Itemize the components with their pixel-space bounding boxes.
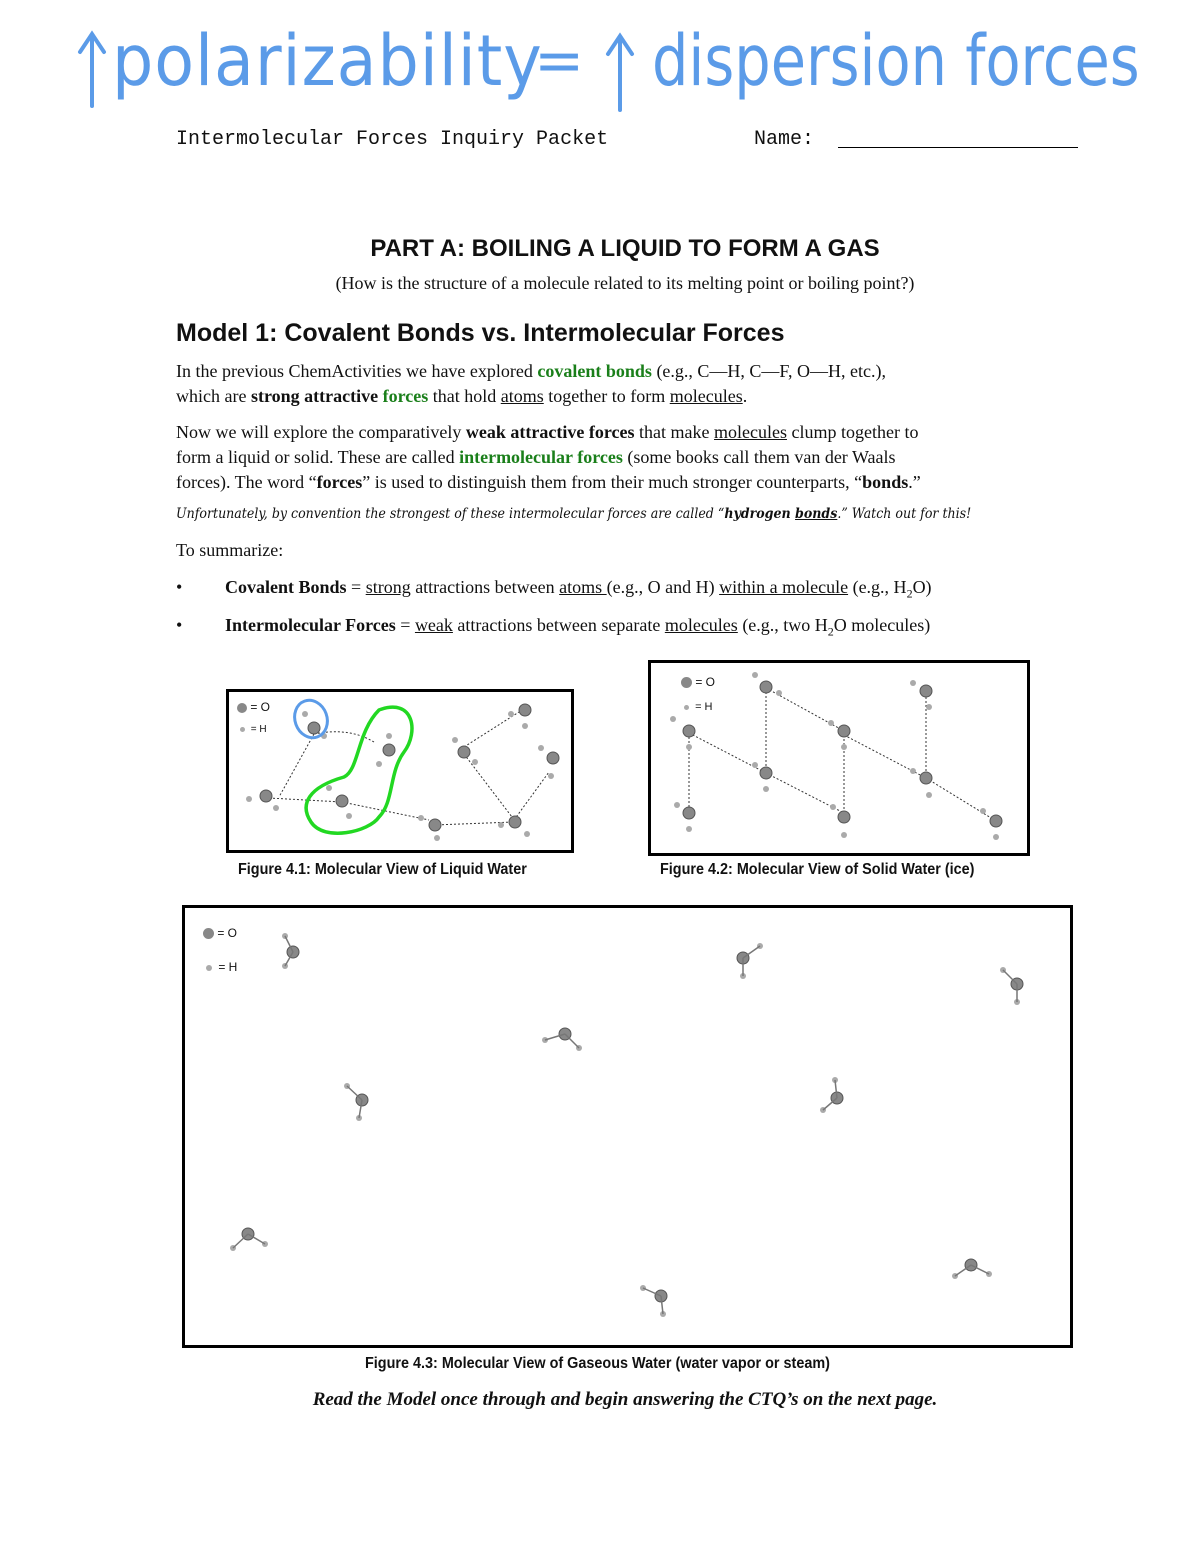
paragraph-2: Now we will explore the comparatively weak attractive forces that make molecules clump together to form a liquid or solid. These are called intermolecular forces (some books call them van der Waals forces). The word “forces” is used to distinguish them from their much stronger counterparts, “bonds.”	[176, 422, 921, 492]
ice-lattice-diagram	[651, 663, 1027, 853]
figure-4-1-caption: Figure 4.1: Molecular View of Liquid Water	[238, 861, 527, 878]
figure-4-2-caption: Figure 4.2: Molecular View of Solid Water (ice)	[660, 861, 975, 878]
bullet-covalent-bonds: • Covalent Bonds = strong attractions between atoms (e.g., O and H) within a molecule (e.g., $H_2O$)	[176, 577, 932, 601]
legend-hydrogen-ice: = H	[681, 701, 713, 713]
legend-hydrogen: = H	[237, 724, 267, 735]
hydrogen-bond-note: Unfortunately, by convention the strongest of these intermolecular forces are called “hydrogen bonds.” Watch out for this!	[176, 506, 972, 522]
legend-oxygen-ice: = O	[681, 675, 715, 689]
figure-4-3-caption: Figure 4.3: Molecular View of Gaseous Water (water vapor or steam)	[365, 1355, 830, 1372]
oxygen-atom-icon	[203, 928, 214, 939]
oxygen-atom-icon	[681, 677, 692, 688]
paragraph-1: In the previous ChemActivities we have explored covalent bonds (e.g., C—H, C—F, O—H, etc.), which are strong attractive forces that hold atoms together to form molecules.	[176, 361, 886, 406]
bullet-dot-icon: •	[176, 577, 183, 597]
gas-molecules-diagram	[185, 908, 1070, 1345]
legend-hydrogen-gas: = H	[203, 960, 237, 974]
figure-solid-water	[648, 660, 1030, 856]
name-field[interactable]	[838, 147, 1078, 148]
part-title: PART A: BOILING A LIQUID TO FORM A GAS	[370, 235, 880, 262]
hydrogen-atom-icon	[684, 705, 689, 710]
bullet-dot-icon: •	[176, 615, 183, 635]
handwritten-right: dispersion forces	[652, 20, 1140, 102]
handwritten-equals: =	[534, 26, 585, 96]
figure-liquid-water	[226, 689, 574, 853]
oxygen-atom-icon	[237, 703, 247, 713]
name-label: Name:	[754, 128, 815, 151]
figure-gaseous-water	[182, 905, 1073, 1348]
model-heading: Model 1: Covalent Bonds vs. Intermolecular Forces	[176, 319, 785, 347]
handwritten-note	[72, 18, 1142, 118]
legend-oxygen: = O	[237, 700, 270, 714]
hydrogen-atom-icon	[206, 965, 212, 971]
handwritten-left: polarizability	[112, 20, 543, 102]
liquid-water-diagram	[229, 692, 571, 850]
legend-oxygen-gas: = O	[203, 926, 237, 940]
packet-title: Intermolecular Forces Inquiry Packet	[176, 128, 609, 151]
read-model-instruction: Read the Model once through and begin answering the CTQ’s on the next page.	[312, 1389, 938, 1410]
bullet-intermolecular-forces: • Intermolecular Forces = weak attractions between separate molecules (e.g., two $H_2O$ molecules)	[176, 615, 931, 639]
part-subtitle: (How is the structure of a molecule related to its melting point or boiling point?)	[335, 273, 915, 293]
summarize-label: To summarize:	[176, 540, 284, 560]
hydrogen-atom-icon	[240, 727, 245, 732]
